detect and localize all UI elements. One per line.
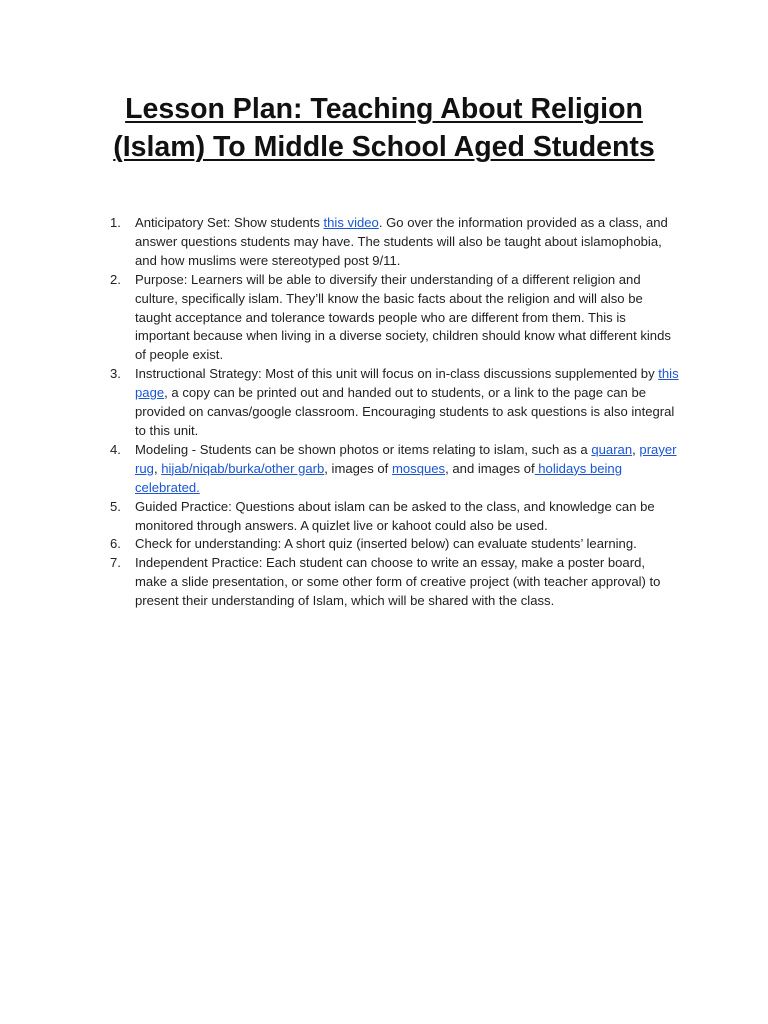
item-text: , a copy can be printed out and handed out to students, or a link to the page can be provided on canvas/google classroom. Encouraging students to ask questions is also integral to this unit. [135,385,675,438]
lesson-steps-list [110,214,680,611]
item-text: Anticipatory Set: Show students [135,215,324,230]
list-item-check-for-understanding [110,535,680,554]
prayer-rug-link[interactable]: prayer rug [135,441,677,476]
list-number: 5. [110,498,121,514]
item-text: Instructional Strategy: Most of this unit will focus on in-class discussions supplemented by [135,366,659,382]
item-text: Independent Practice: Each student can choose to write an essay, make a poster board, make a slide presentation, or some other form of creative project (with teacher approval) to present their understanding of Islam, which will be shared with the class. [135,555,661,609]
this-video-link[interactable]: this video [323,215,379,230]
item-text: , [632,441,640,457]
item-text: Purpose: Learners will be able to diversify their understanding of a different religion and culture, specifically islam. They’ll know the basic facts about the religion and will also be taught acceptance and tolerance towards people who are different from them. This is important because when living in a diverse society, children should know what different kinds of people exist. [135,271,671,363]
list-number: 2. [110,271,121,287]
item-text: Modeling - Students can be shown photos or items relating to islam, such as a [135,441,592,457]
item-text: , [153,460,162,476]
list-number: 3. [110,366,121,382]
title-line-2: (Islam) To Middle School Aged Students [113,131,655,163]
title-line-1: Lesson Plan: Teaching About Religion [125,93,643,125]
list-number: 7. [110,555,121,571]
list-item-instructional-strategy [110,365,680,441]
list-item-modeling [110,441,680,498]
page-title [60,90,708,166]
holidays-link[interactable]: holidays being celebrated. [135,460,622,495]
quaran-link[interactable]: quaran [591,441,633,457]
list-item-guided-practice [110,498,680,536]
list-number: 6. [110,536,121,552]
list-item-independent-practice [110,554,680,611]
item-text: Check for understanding: A short quiz (inserted below) can evaluate students’ learning. [135,536,637,552]
mosques-link[interactable]: mosques [391,460,446,476]
item-text: , and images of [445,460,535,476]
list-number: 4. [110,441,121,457]
list-item-anticipatory-set [110,214,680,271]
this-page-link[interactable]: this page [135,366,679,401]
item-text: Guided Practice: Questions about islam can be asked to the class, and knowledge can be monitored through answers. A quizlet live or kahoot could also be used. [135,498,655,533]
item-text: , images of [324,460,392,476]
list-number: 1. [110,215,121,230]
garb-link[interactable]: hijab/niqab/burka/other garb [161,460,325,476]
list-item-purpose [110,271,680,366]
item-text: . Go over the information provided as a class, and answer questions students may have. The students will also be taught about islamophobia, and how muslims were stereotyped post 9/11. [135,215,668,268]
